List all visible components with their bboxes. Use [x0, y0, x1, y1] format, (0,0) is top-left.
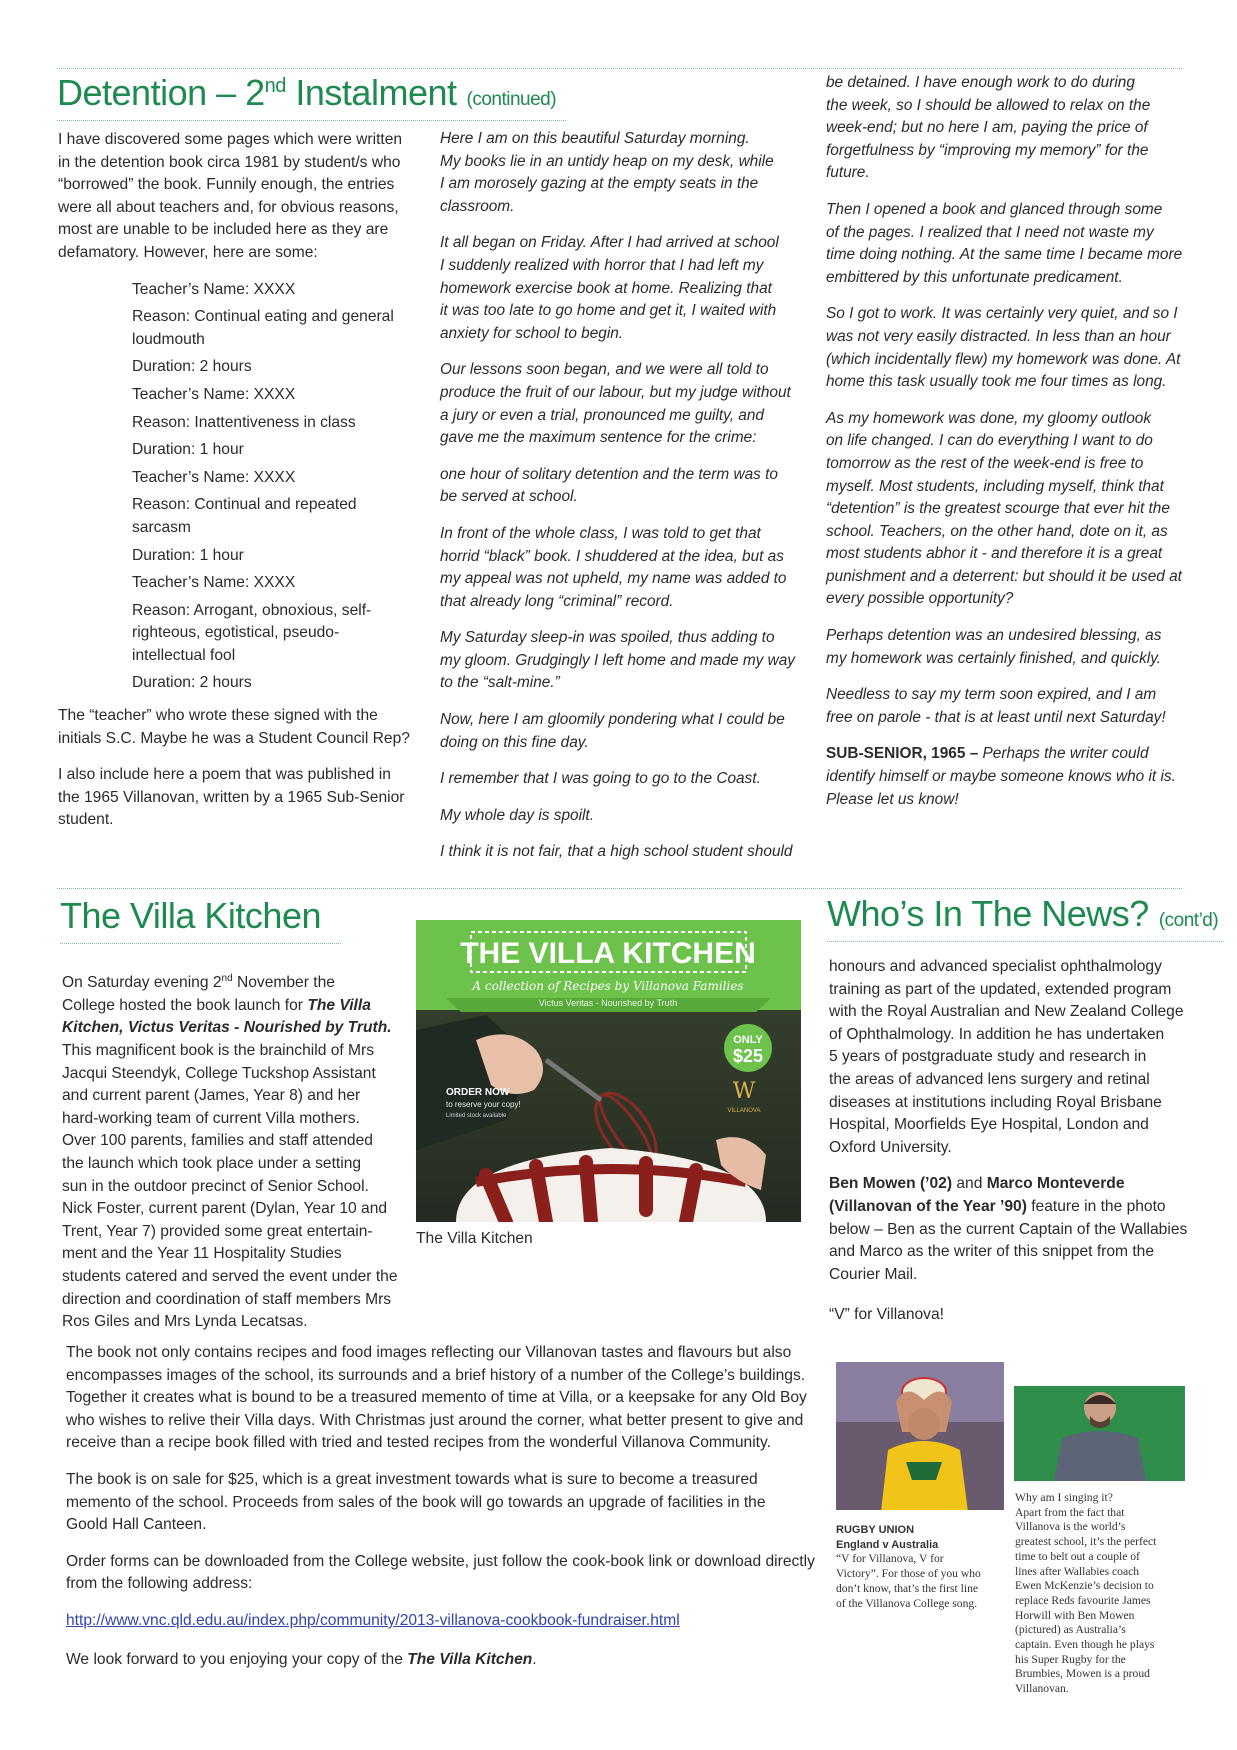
clip-left-head2: England v Australia: [836, 1538, 939, 1551]
cover-badge-top: ONLY: [733, 1034, 763, 1046]
kitchen-line: Order forms can be downloaded from the College website, just follow the cook-book link or download directly: [66, 1552, 815, 1570]
poem-line: to the “salt-mine.”: [440, 674, 560, 692]
clip-left: [836, 1523, 1006, 1611]
news-line: diseases at institutions including Royal Brisbane: [829, 1093, 1162, 1111]
detention-reason: [132, 494, 428, 539]
poem-column-3: [826, 72, 1196, 825]
intro-line: I have discovered some pages which were written: [58, 131, 403, 148]
news-line: of Ophthalmology. In addition he has undertaken: [829, 1025, 1165, 1043]
intro-line: in the detention book circa 1981 by student/s who: [58, 153, 401, 171]
outro-line: initials S.C. Maybe he was a Student Council Rep?: [58, 729, 410, 747]
poem-line: school. Teachers, on the other hand, dote on it, as: [826, 522, 1168, 540]
poem-paragraph: [440, 841, 800, 864]
intro-line: defamatory. However, here are some:: [58, 243, 318, 261]
clip-line: “V for Villanova, V for: [836, 1552, 944, 1566]
poem-line: home this task usually took me four times as long.: [826, 373, 1167, 391]
book-cover-caption: The Villa Kitchen: [416, 1230, 533, 1247]
poem-paragraph: [440, 128, 800, 218]
poem-paragraph: [826, 72, 1196, 185]
poem-line: Here I am on this beautiful Saturday morning.: [440, 130, 750, 147]
outro-line: the 1965 Villanovan, written by a 1965 Sub-Senior: [58, 788, 405, 806]
clip-line: Why am I singing it?: [1015, 1491, 1113, 1504]
poem-line: My Saturday sleep-in was spoiled, thus adding to: [440, 629, 775, 647]
news-title: Who’s In The News? (cont’d): [827, 893, 1224, 942]
poem-line: Needless to say my term soon expired, and I am: [826, 686, 1157, 704]
poem-line: I remember that I was going to go to the Coast.: [440, 770, 761, 788]
poem-line: it was too late to go home and get it, I waited with: [440, 302, 777, 320]
poem-line: week-end; but no here I am, paying the price of: [826, 119, 1148, 137]
book-cover-art: [416, 920, 801, 1222]
cover-order-line2: Limited stock available: [446, 1113, 507, 1119]
marco-photo: [1014, 1386, 1185, 1481]
poem-line: every possible opportunity?: [826, 590, 1014, 608]
poem-paragraph: [440, 232, 800, 345]
poem-paragraph: [440, 768, 800, 791]
poem-line: doing on this fine day.: [440, 733, 589, 751]
poem-line: forgetfulness by “improving my memory” for the: [826, 141, 1149, 159]
poem-line: punishment and a deterrent: but should it be used at: [826, 567, 1182, 585]
poem-line: future.: [826, 164, 870, 182]
news-title-cont: (cont’d): [1158, 910, 1219, 931]
kitchen-line: The book not only contains recipes and food images reflecting our Villanovan tastes and flavours but also: [66, 1344, 792, 1361]
news-p3: “V” for Villanova!: [829, 1306, 944, 1324]
poem-paragraph: [826, 625, 1196, 670]
kitchen-p2: [66, 1342, 826, 1455]
detention-entries: [132, 279, 428, 696]
poem-line: Perhaps detention was an undesired blessing, as: [826, 627, 1162, 645]
poem-paragraph: [440, 359, 800, 449]
poem-line: homework exercise book at home. Realizing that: [440, 279, 772, 297]
poem-line: produce the fruit of our labour, but my judge without: [440, 383, 791, 401]
poem-paragraph: [440, 805, 800, 828]
clip-line: don’t know, that’s the first line: [836, 1581, 979, 1595]
kitchen-line: who wishes to relive their Villa days. With Christmas just around the corner, what better present to give and: [66, 1411, 804, 1429]
cover-order-line1: to reserve your copy!: [446, 1100, 521, 1109]
news-p2: Ben Mowen (’02) and Marco Monteverde (Villanovan of the Year ’90) feature in the photo below – Ben as the current Captain of the Wallabies and Marco as the writer of this snippet from the Courier Mail.: [829, 1175, 1188, 1283]
news-heading: [827, 893, 1224, 942]
kitchen-line: memento of the school. Proceeds from sales of the book will go towards an upgrade of facilities in the: [66, 1493, 766, 1511]
detention-title-cont: (continued): [466, 89, 557, 110]
news-p1: [829, 956, 1189, 1159]
teacher-name: Teacher’s Name: XXXX: [132, 280, 296, 298]
cover-crest-text: VILLANOVA: [727, 1108, 761, 1114]
news-line: 5 years of postgraduate study and research in: [829, 1048, 1147, 1066]
poem-line: It all began on Friday. After I had arrived at school: [440, 234, 779, 252]
outro-line: student.: [58, 811, 114, 829]
top-rule: [57, 68, 1182, 69]
clip-line: greatest school, it’s the perfect: [1015, 1535, 1157, 1549]
clip-line: Ewen McKenzie’s decision to: [1015, 1579, 1154, 1593]
reason-line: Reason: Arrogant, obnoxious, self-: [132, 601, 372, 619]
poem-line: So I got to work. It was certainly very quiet, and so I: [826, 305, 1178, 323]
reason-line: loudmouth: [132, 330, 205, 348]
detention-intro: [58, 129, 428, 265]
kitchen-line: from the following address:: [66, 1575, 253, 1593]
news-line: honours and advanced specialist ophthalmology: [829, 958, 1162, 975]
detention-reason: [132, 306, 428, 351]
clip-line: replace Reds favourite James: [1015, 1593, 1151, 1607]
clip-right: [1015, 1491, 1187, 1697]
rugby-photo: [836, 1362, 1004, 1510]
clip-line: Villanovan.: [1015, 1682, 1069, 1696]
poem-column-2: [440, 128, 800, 878]
news-line: Hospital, Moorfields Eye Hospital, London and: [829, 1116, 1149, 1134]
poem-line: Our lessons soon began, and we were all told to: [440, 361, 769, 379]
clip-line: Brumbies, Mowen is a proud: [1015, 1667, 1150, 1681]
teacher-name: Teacher’s Name: XXXX: [132, 385, 296, 403]
detention-column-1: [58, 129, 428, 846]
poem-line: My books lie in an untidy heap on my desk, while: [440, 152, 774, 170]
middle-rule: [57, 888, 1182, 889]
kitchen-line: The book is on sale for $25, which is a great investment towards what is sure to become a treasured: [66, 1470, 758, 1488]
poem-line: one hour of solitary detention and the term was to: [440, 465, 778, 483]
news-line: Oxford University.: [829, 1138, 952, 1156]
poem-line: gave me the maximum sentence for the crime:: [440, 429, 757, 447]
poem-line: be detained. I have enough work to do during: [826, 74, 1135, 91]
poem-line: “detention” is the greatest scourge that ever hit the: [826, 500, 1170, 518]
svg-text:W: W: [732, 1079, 756, 1104]
kitchen-heading: [60, 895, 341, 944]
kitchen-p4: [66, 1551, 826, 1596]
clip-line: Villanova is the world’s: [1015, 1520, 1126, 1534]
detention-title: Detention – 2nd Instalment (continued): [57, 72, 566, 121]
poem-paragraph: [826, 303, 1196, 393]
kitchen-title: The Villa Kitchen: [60, 895, 341, 944]
clip-line: Apart from the fact that: [1015, 1505, 1125, 1519]
poem-line: on life changed. I can do everything I want to do: [826, 432, 1153, 450]
cookbook-fundraiser-link[interactable]: http://www.vnc.qld.edu.au/index.php/community/2013-villanova-cookbook-fundraiser.html: [66, 1611, 680, 1629]
poem-line: was not very easily distracted. In less than an hour: [826, 327, 1171, 345]
kitchen-line: receive than a recipe book filled with tried and tested recipes from the wonderful Villanova Community.: [66, 1434, 771, 1452]
book-cover-image[interactable]: [416, 920, 801, 1222]
poem-paragraph: [826, 408, 1196, 611]
poem-line: be served at school.: [440, 488, 578, 506]
news-line: the areas of advanced lens surgery and retinal: [829, 1070, 1150, 1088]
poem-paragraph: [440, 464, 800, 509]
news-line: with the Royal Australian and New Zealand College: [829, 1003, 1184, 1021]
poem-paragraph: [826, 684, 1196, 729]
poem-line: I suddenly realized with horror that I had left my: [440, 256, 764, 274]
clip-line: his Super Rugby for the: [1015, 1652, 1126, 1666]
teacher-name: Teacher’s Name: XXXX: [132, 574, 296, 592]
poem-line: As my homework was done, my gloomy outlook: [826, 409, 1152, 427]
teacher-name: Teacher’s Name: XXXX: [132, 468, 296, 486]
outro-line: I also include here a poem that was published in: [58, 766, 391, 784]
reason-line: Reason: Continual eating and general: [132, 308, 394, 326]
poem-line: anxiety for school to begin.: [440, 324, 624, 342]
poem-line: I think it is not fair, that a high school student should: [440, 843, 793, 861]
reason-line: Reason: Continual and repeated: [132, 496, 357, 514]
detention-heading: [57, 72, 566, 121]
poem-paragraph: [440, 523, 800, 613]
clip-line: of the Villanova College song.: [836, 1596, 978, 1610]
kitchen-line: encompasses images of the school, its surrounds and a brief history of a number of the College’s buildings.: [66, 1366, 806, 1384]
cover-order-title: ORDER NOW: [446, 1087, 510, 1098]
cover-badge-price: $25: [732, 1046, 764, 1066]
poem-line: My whole day is spoilt.: [440, 806, 594, 824]
poem-line: of the pages. I realized that I need not waste my: [826, 223, 1154, 241]
poem-line: (which incidentally flew) my homework was done. At: [826, 350, 1181, 368]
detention-outro-1: [58, 705, 428, 750]
detention-duration: Duration: 2 hours: [132, 358, 252, 376]
news-line: training as part of the updated, extended program: [829, 980, 1172, 998]
poem-line: a jury or even a trial, pronounced me guilty, and: [440, 406, 764, 424]
poem-line: tomorrow as the rest of the week-end is free to: [826, 454, 1144, 472]
signoff-label: SUB-SENIOR, 1965 –: [826, 745, 979, 763]
poem-line: time doing nothing. At the same time I became more: [826, 246, 1183, 264]
cover-subtitle: A collection of Recipes by Villanova Families: [472, 979, 744, 993]
clip-line: time to belt out a couple of: [1015, 1549, 1140, 1563]
kitchen-line: Goold Hall Canteen.: [66, 1516, 207, 1534]
reason-line: Reason: Inattentiveness in class: [132, 413, 356, 431]
clip-line: (pictured) as Australia’s: [1015, 1623, 1126, 1637]
poem-line: Then I opened a book and glanced through some: [826, 200, 1163, 218]
reason-line: righteous, egotistical, pseudo-: [132, 624, 340, 642]
clip-line: lines after Wallabies coach: [1015, 1564, 1140, 1578]
cover-motto: Victus Veritas - Nourished by Truth: [538, 998, 678, 1008]
detention-outro-2: [58, 764, 428, 832]
detention-duration: Duration: 1 hour: [132, 546, 244, 564]
clip-line: captain. Even though he plays: [1015, 1638, 1155, 1652]
kitchen-p3: [66, 1469, 826, 1537]
kitchen-full-width: [66, 1342, 826, 1685]
kitchen-p5: We look forward to you enjoying your copy of the The Villa Kitchen.: [66, 1650, 537, 1668]
poem-line: I am morosely gazing at the empty seats in the: [440, 175, 759, 193]
news-body: [829, 956, 1189, 1341]
poem-paragraph: [826, 199, 1196, 289]
cover-title: THE VILLA KITCHEN: [460, 937, 756, 970]
poem-line: free on parole - that is at least until next Saturday!: [826, 708, 1166, 726]
outro-line: The “teacher” who wrote these signed with the: [58, 707, 378, 725]
intro-line: “borrowed” the book. Funnily enough, the entries: [58, 176, 395, 194]
poem-line: In front of the whole class, I was told to get that: [440, 524, 761, 542]
poem-signoff: SUB-SENIOR, 1965 – Perhaps the writer could identify himself or maybe someone knows who it is. Please let us know!: [826, 745, 1176, 808]
poem-line: my homework was certainly finished, and quickly.: [826, 649, 1162, 667]
detention-duration: Duration: 2 hours: [132, 674, 252, 692]
poem-line: Now, here I am gloomily pondering what I could be: [440, 711, 785, 729]
poem-line: horrid “black” book. I shuddered at the idea, but as: [440, 547, 784, 565]
poem-line: the week, so I should be allowed to relax on the: [826, 96, 1151, 114]
poem-paragraph: [440, 627, 800, 695]
detention-reason: [132, 600, 428, 668]
poem-line: my appeal was not upheld, my name was added to: [440, 570, 787, 588]
reason-line: intellectual fool: [132, 646, 236, 664]
reason-line: sarcasm: [132, 518, 191, 536]
detention-duration: Duration: 1 hour: [132, 441, 244, 459]
poem-line: most students abhor it - and therefore it is a great: [826, 545, 1163, 563]
poem-line: embittered by this unfortunate predicament.: [826, 268, 1123, 286]
poem-line: classroom.: [440, 197, 515, 215]
poem-paragraph: [440, 709, 800, 754]
poem-line: my gloom. Grudgingly I left home and made my way: [440, 651, 795, 669]
intro-line: were all about teachers and, for obvious reasons,: [58, 198, 399, 216]
detention-reason: [132, 412, 428, 435]
clip-line: Victory”. For those of you who: [836, 1567, 981, 1581]
clip-line: Horwill with Ben Mowen: [1015, 1608, 1135, 1622]
kitchen-p1: On Saturday evening 2nd November the College hosted the book launch for The Villa Kitchen, Victus Veritas - Nourished by Truth. This magnificent book is the brainchild of Mrs Jacqui Steendyk, College Tuckshop Assistant and current parent (James, Year 8) and her hard-working team of current Villa mothers. Over 100 parents, families and staff attended the launch which took place under a setting sun in the outdoor precinct of Senior School. Nick Foster, current parent (Dylan, Year 10 and Trent, Year 7) provided some great entertain- ment and the Year 11 Hospitality Studies students catered and served the event under the direction and coordination of staff members Mrs Ros Giles and Mrs Lynda Lecatsas.: [62, 973, 398, 1331]
poem-line: myself. Most students, including myself, think that: [826, 477, 1164, 495]
intro-line: most are unable to be included here as they are: [58, 221, 389, 239]
clip-left-head1: RUGBY UNION: [836, 1524, 915, 1536]
kitchen-line: Together it creates what is bound to be a treasured memento of time at Villa, or a keepsake for any Old Boy: [66, 1389, 807, 1407]
poem-line: that already long “criminal” record.: [440, 592, 674, 610]
